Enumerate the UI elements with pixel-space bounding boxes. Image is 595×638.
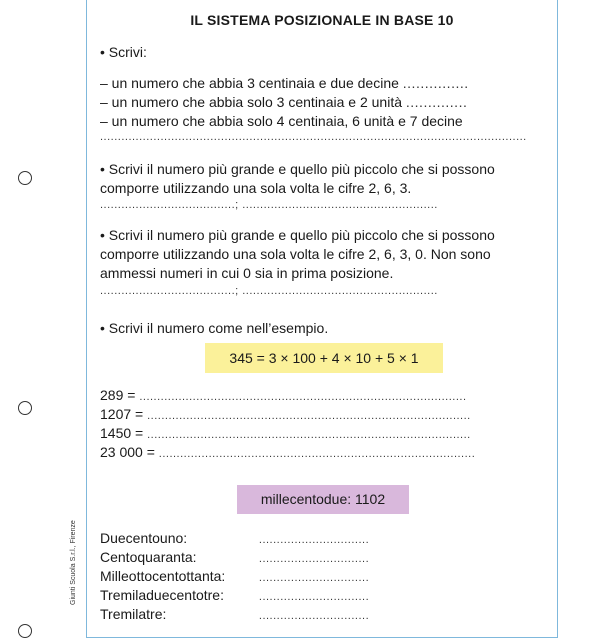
ex1-line-2 bbox=[100, 94, 467, 110]
ex4-header: • Scrivi il numero come nell’esempio. bbox=[100, 320, 329, 336]
ex3-instruction: • Scrivi il numero più grande e quello più piccolo che si possono comporre utilizzando una sola volta le cifre 2, 6, 3, 0. Non sono ammessi numeri in cui 0 sia in prima posizione. bbox=[100, 227, 495, 281]
example-equation: 345 = 3 × 100 + 4 × 10 + 5 × 1 bbox=[205, 343, 443, 373]
example-word-number: millecentodue: 1102 bbox=[237, 485, 409, 514]
word-label: Tremilatre: bbox=[100, 606, 167, 622]
word-row bbox=[100, 549, 369, 565]
publisher-credit: Giunti Scuola S.r.l., Firenze bbox=[70, 520, 77, 605]
answer-dots[interactable]: ......................................................................................... bbox=[158, 448, 476, 460]
ex1-line-text: – un numero che abbia 3 centinaia e due decine bbox=[100, 75, 399, 91]
ex1-line-text: – un numero che abbia solo 3 centinaia e 2 unità bbox=[100, 94, 402, 110]
answer-dots[interactable]: ............................... bbox=[258, 591, 370, 603]
ex1-line-1 bbox=[100, 75, 469, 91]
expand-row bbox=[100, 387, 467, 403]
word-row bbox=[100, 530, 369, 546]
expand-row bbox=[100, 444, 475, 460]
answer-dots[interactable]: ............................... bbox=[258, 610, 370, 622]
binder-hole bbox=[18, 624, 32, 638]
answer-dots[interactable]: ............... bbox=[402, 75, 469, 91]
number-label: 23 000 = bbox=[100, 444, 155, 460]
expand-row bbox=[100, 425, 471, 441]
word-row bbox=[100, 606, 369, 622]
ex3-answer-line[interactable]: ......................................; ....................................................... bbox=[100, 285, 438, 297]
number-label: 1207 = bbox=[100, 406, 144, 422]
answer-dots[interactable]: ............................... bbox=[258, 572, 370, 584]
word-label: Tremiladuecentotre: bbox=[100, 587, 224, 603]
ex2-instruction: • Scrivi il numero più grande e quello più piccolo che si possono comporre utilizzando una sola volta le cifre 2, 6, 3. bbox=[100, 161, 495, 196]
binder-hole bbox=[18, 401, 32, 415]
number-label: 289 = bbox=[100, 387, 136, 403]
answer-dots[interactable]: ............................... bbox=[258, 553, 370, 565]
expand-row bbox=[100, 406, 471, 422]
word-label: Milleottocentottanta: bbox=[100, 568, 226, 584]
word-row bbox=[100, 587, 369, 603]
answer-dots[interactable]: ........................................................................................... bbox=[147, 429, 471, 441]
binder-hole bbox=[18, 171, 32, 185]
number-label: 1450 = bbox=[100, 425, 144, 441]
ex1-answer-line[interactable]: ........................................................................................................................ bbox=[100, 131, 527, 143]
word-row bbox=[100, 568, 369, 584]
answer-dots[interactable]: .............. bbox=[405, 94, 468, 110]
ex2-answer-line[interactable]: ......................................; ....................................................... bbox=[100, 199, 438, 211]
ex1-line-text: – un numero che abbia solo 4 centinaia, 6 unità e 7 decine bbox=[100, 113, 463, 129]
worksheet-title: IL SISTEMA POSIZIONALE IN BASE 10 bbox=[190, 12, 454, 28]
answer-dots[interactable]: ............................................................................................ bbox=[139, 391, 467, 403]
word-label: Duecentouno: bbox=[100, 530, 188, 546]
ex1-header: • Scrivi: bbox=[100, 44, 147, 60]
word-label: Centoquaranta: bbox=[100, 549, 197, 565]
answer-dots[interactable]: ........................................................................................... bbox=[147, 410, 471, 422]
ex1-line-3 bbox=[100, 113, 463, 129]
answer-dots[interactable]: ............................... bbox=[258, 534, 370, 546]
